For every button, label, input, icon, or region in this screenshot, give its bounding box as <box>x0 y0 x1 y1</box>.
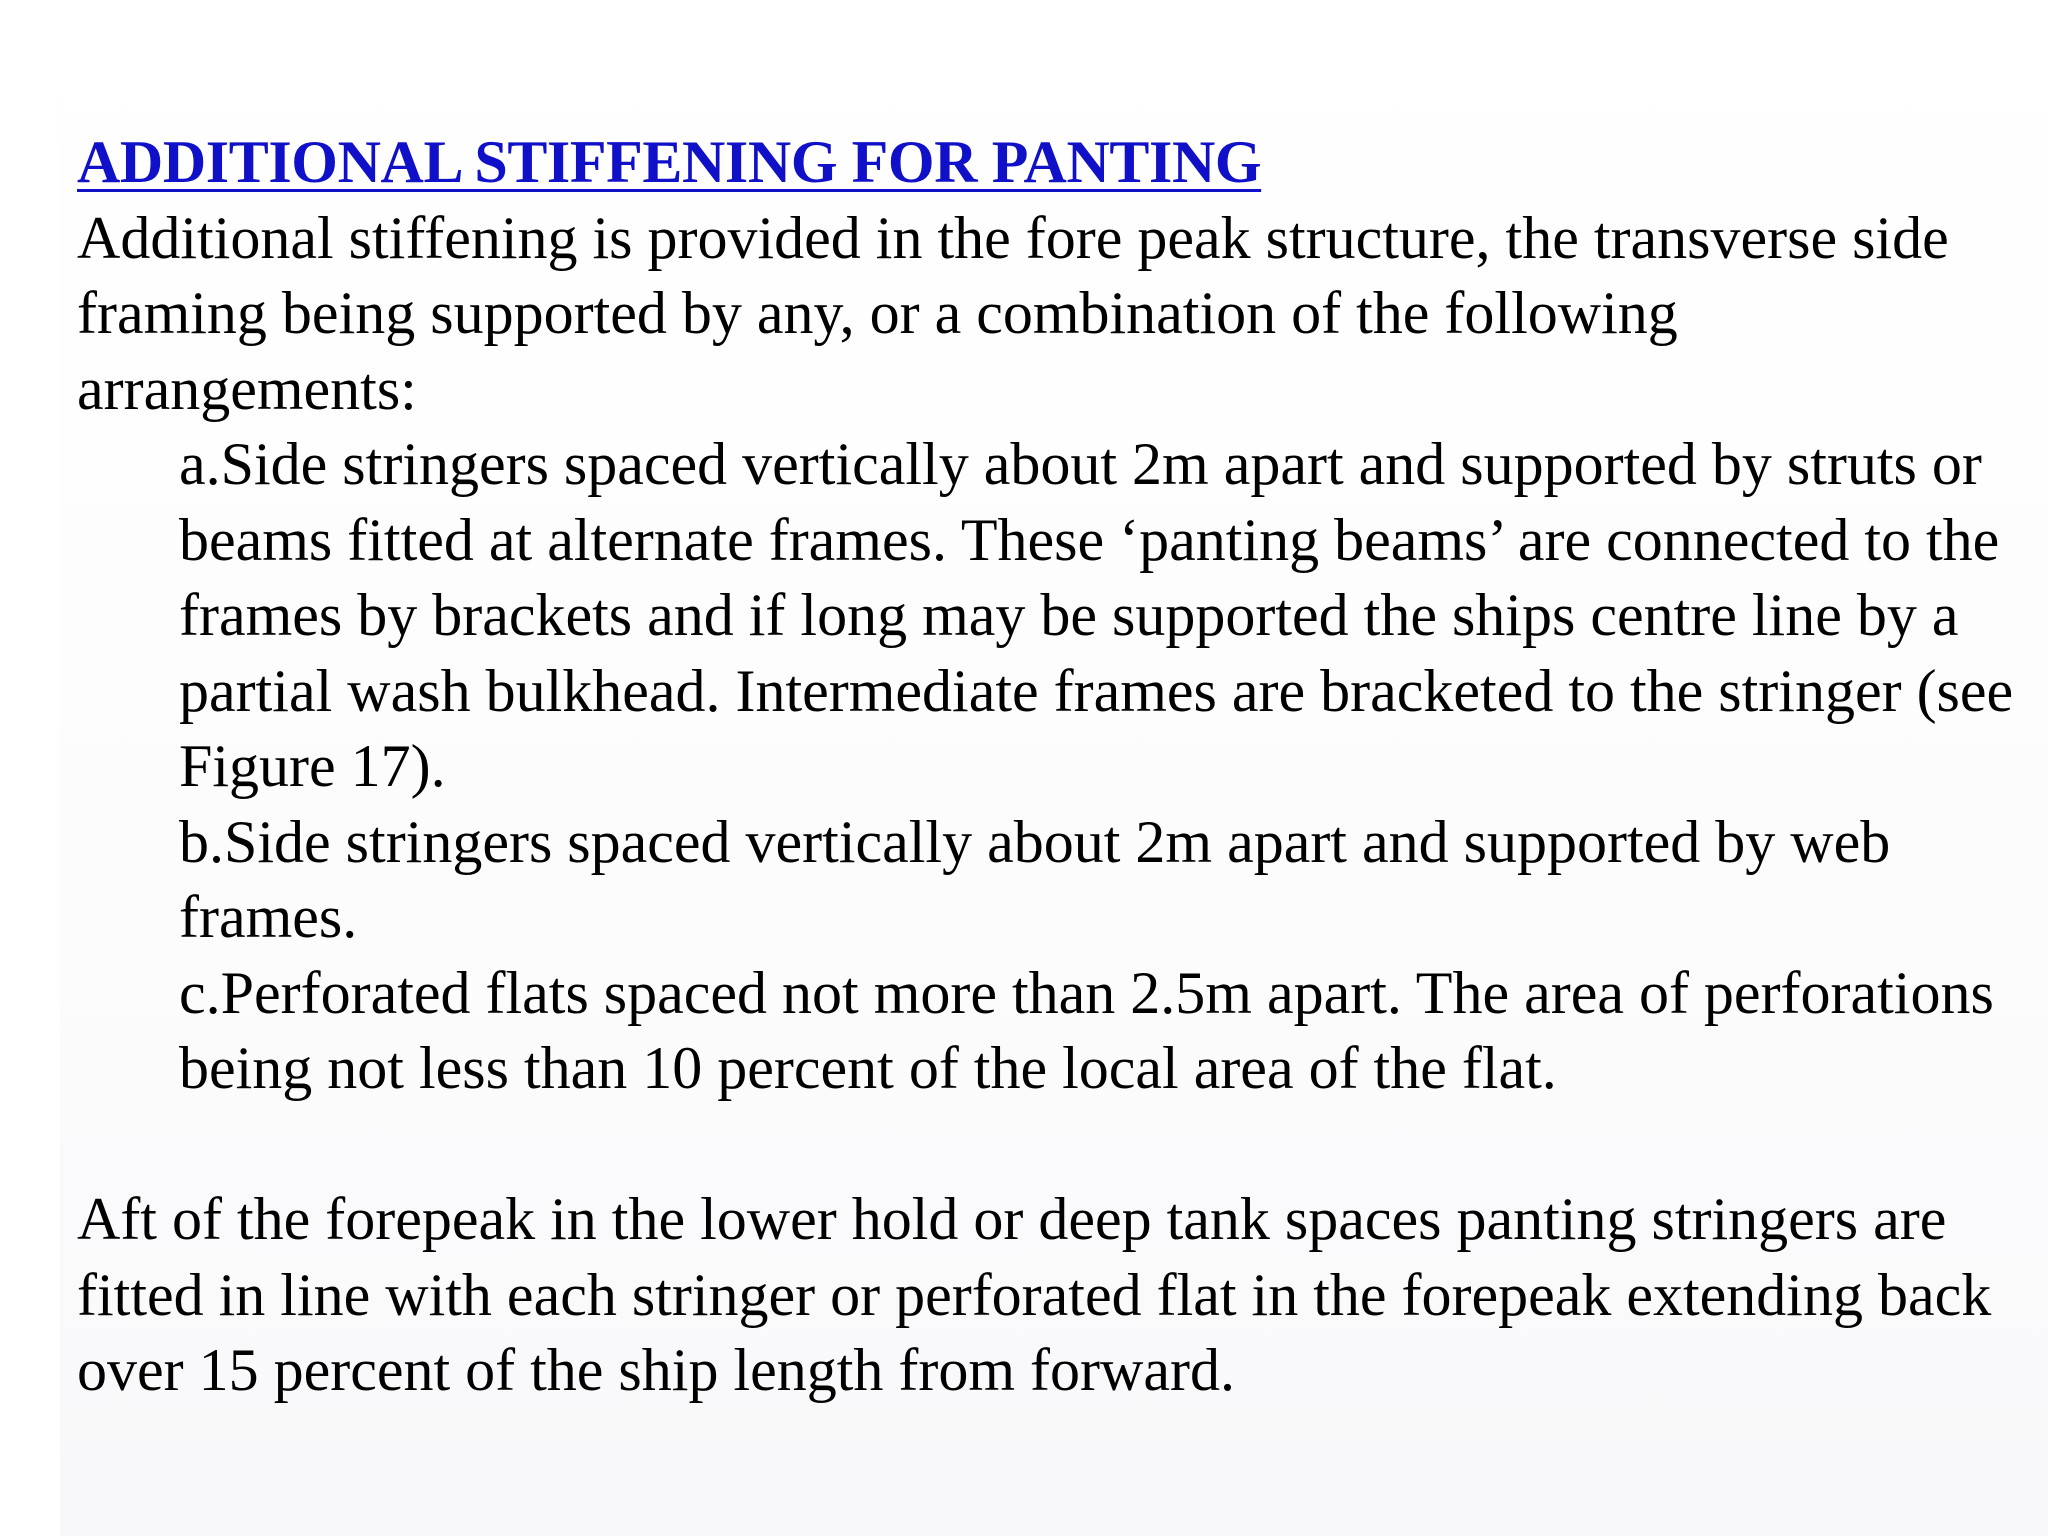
paragraph-spacer <box>77 1107 2027 1183</box>
arrangement-a: a.Side stringers spaced vertically about 2m apart and supported by struts or beams fitted at alternate frames. These ‘panting beams’ are connected to the frames by brackets and if long may be supported the ships centre line by a partial wash bulkhead. Intermediate frames are bracketed to the stringer (see Figure 17). <box>179 431 2014 799</box>
arrangement-list <box>77 427 2027 1107</box>
arrangement-b: b.Side stringers spaced vertically about 2m apart and supported by web frames. <box>179 808 1891 950</box>
arrangement-c: c.Perforated flats spaced not more than 2.5m apart. The area of perforations being not less than 10 percent of the local area of the flat. <box>179 959 1994 1101</box>
slide-title: ADDITIONAL STIFFENING FOR PANTING <box>77 129 1262 195</box>
slide-content <box>77 125 2027 1409</box>
intro-paragraph: Additional stiffening is provided in the fore peak structure, the transverse side framing being supported by any, or a combination of the following arrangements: <box>77 204 1949 422</box>
closing-paragraph: Aft of the forepeak in the lower hold or deep tank spaces panting stringers are fitted in line with each stringer or perforated flat in the forepeak extending back over 15 percent of the ship length from forward. <box>77 1186 1992 1403</box>
